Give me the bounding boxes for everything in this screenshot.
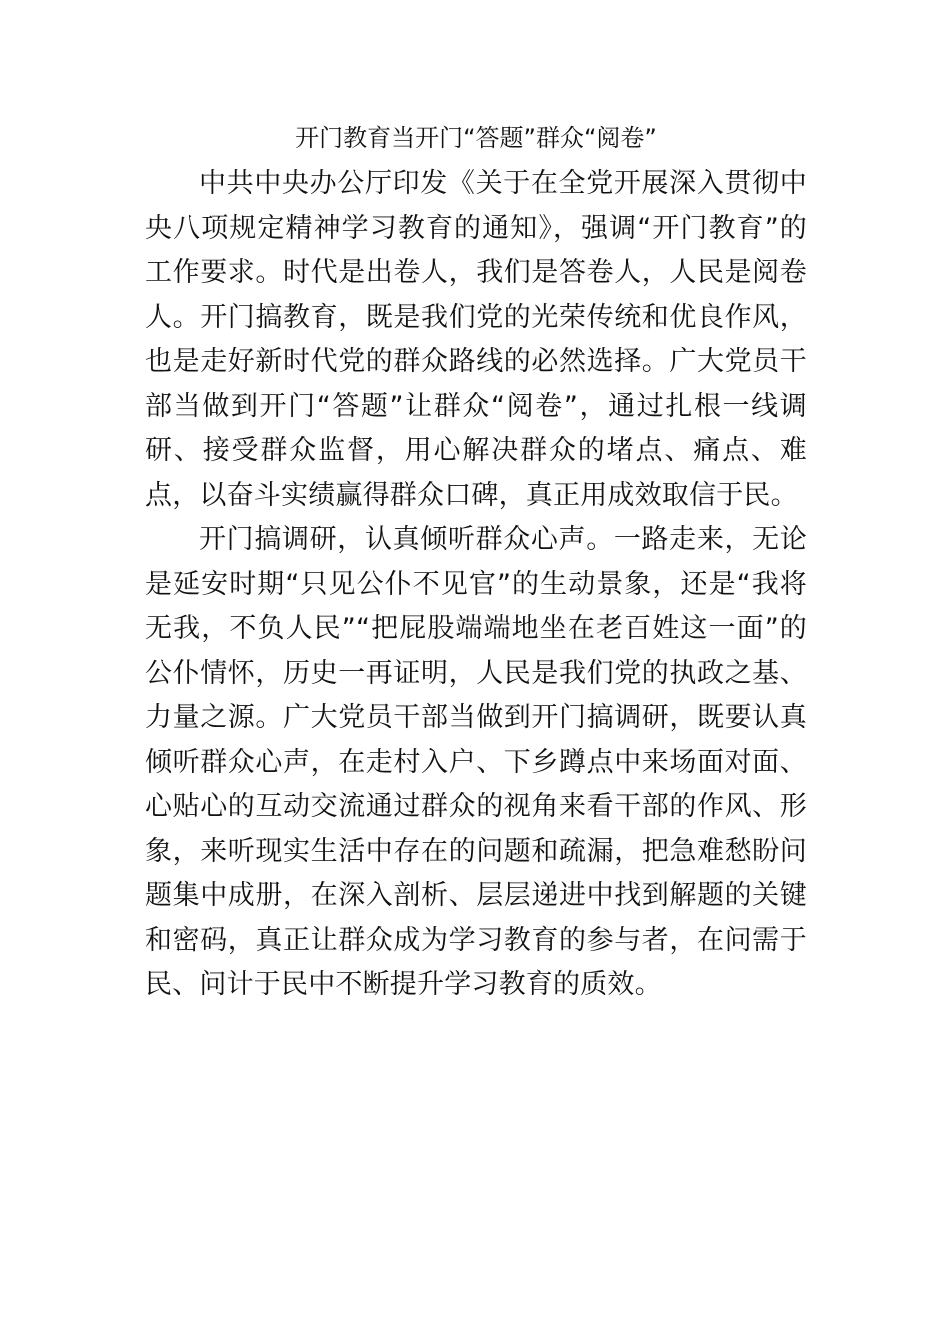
document-title: 开门教育当开门“答题”群众“阅卷”: [295, 124, 657, 152]
paragraph-1: 中共中央办公厅印发《关于在全党开展深入贯彻中央八项规定精神学习教育的通知》，强调“开门教育”的工作要求。时代是出卷人，我们是答卷人，人民是阅卷人。开门搞教育，既是我们党的光荣传统和优良作风，也是走好新时代党的群众路线的必然选择。广大党员干部当做到开门“答题”让群众“阅卷”，通过扎根一线调研、接受群众监督，用心解决群众的堵点、痛点、难点，以奋斗实绩赢得群众口碑，真正用成效取信于民。: [145, 168, 807, 511]
paragraph-2: 开门搞调研，认真倾听群众心声。一路走来，无论是延安时期“只见公仆不见官”的生动景象，还是“我将无我，不负人民”“把屁股端端地坐在老百姓这一面”的公仆情怀，历史一再证明，人民是我们党的执政之基、力量之源。广大党员干部当做到开门搞调研，既要认真倾听群众心声，在走村入户、下乡蹲点中来场面对面、心贴心的互动交流通过群众的视角来看干部的作风、形象，来听现实生活中存在的问题和疏漏，把急难愁盼问题集中成册，在深入剖析、层层递进中找到解题的关键和密码，真正让群众成为学习教育的参与者，在问需于民、问计于民中不断提升学习教育的质效。: [145, 524, 807, 1000]
document-body: [145, 118, 807, 1008]
